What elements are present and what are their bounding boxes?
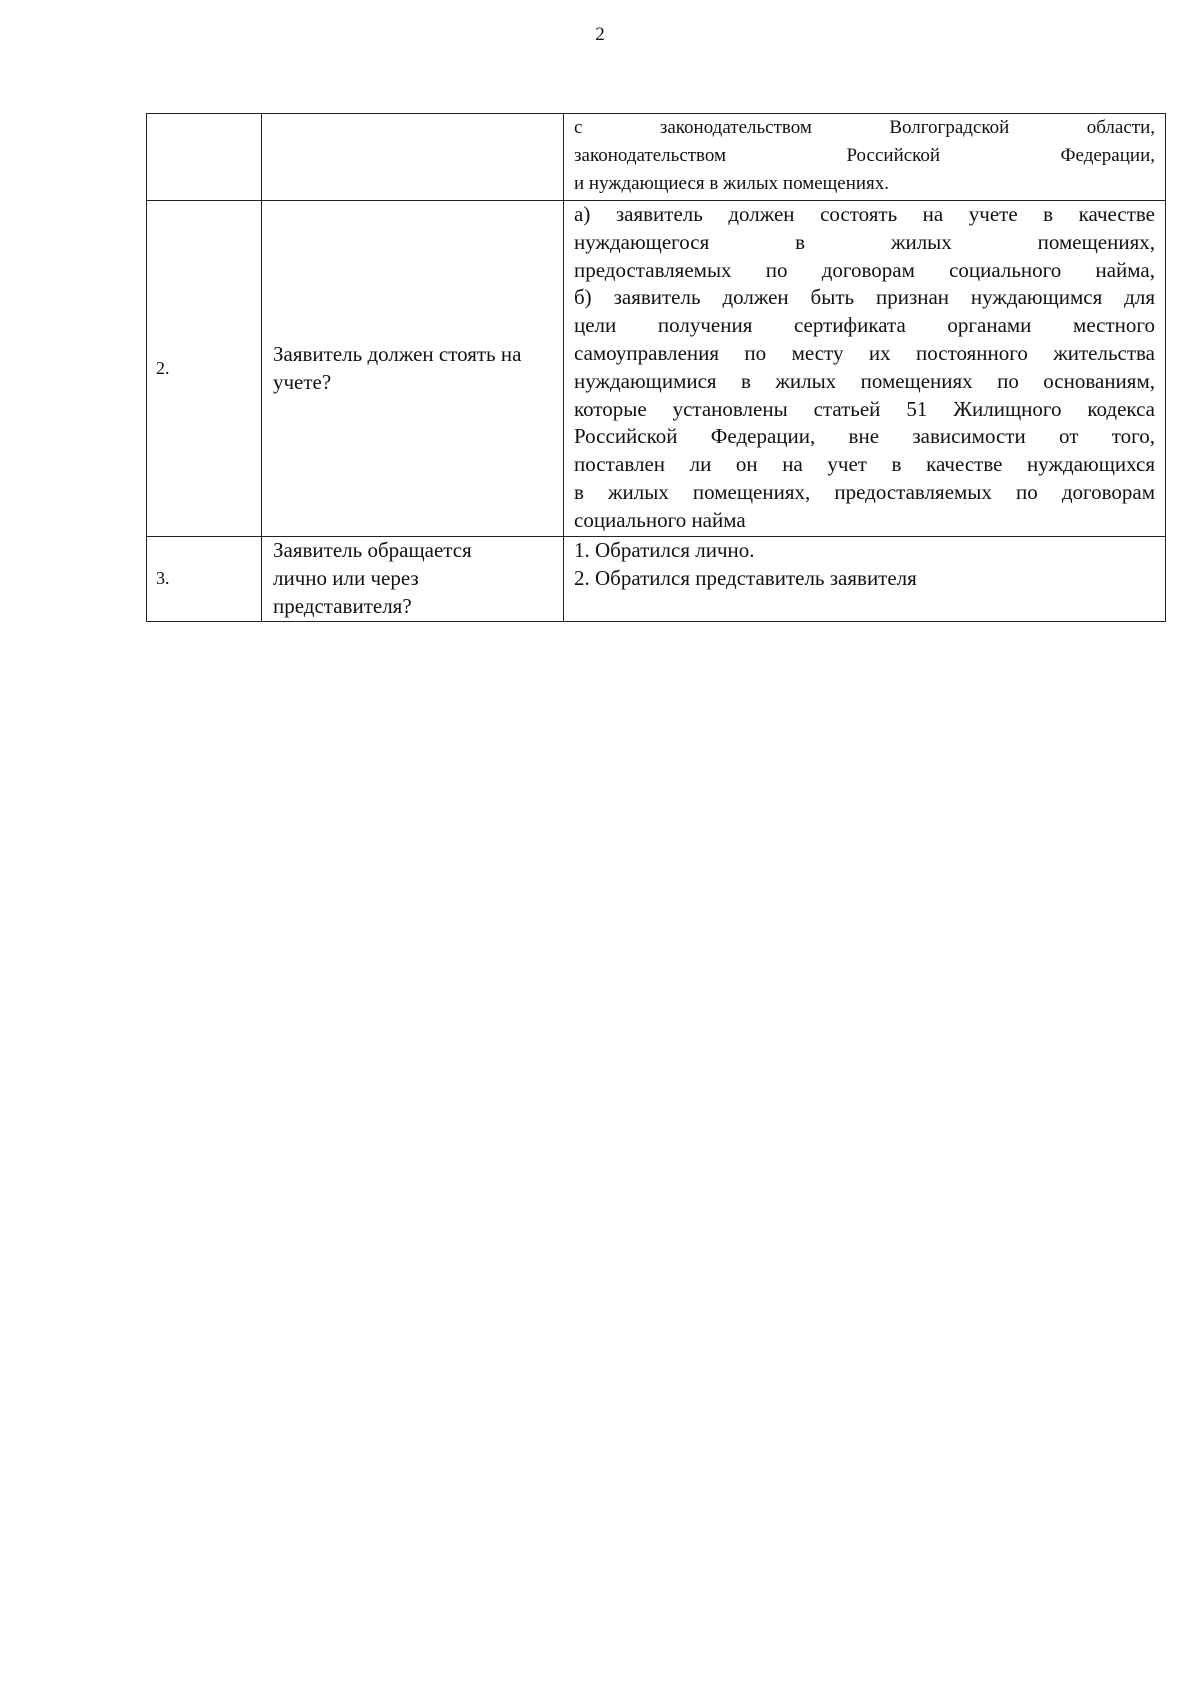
question-line: лично или через	[273, 565, 419, 590]
row-number-cell: 3.	[147, 537, 262, 622]
answer-line: 1. Обратился лично.	[574, 538, 755, 562]
answer-line: нуждающегося в жилых помещениях,	[574, 229, 1155, 254]
answer-line: с законодательством Волгоградской области,	[574, 117, 1155, 138]
criteria-table	[146, 113, 1166, 622]
answer-line: 2. Обратился представитель заявителя	[574, 565, 917, 590]
answer-line: самоуправления по месту их постоянного жительства	[574, 340, 1155, 365]
answer-line: предоставляемых по договорам социального найма,	[574, 257, 1155, 282]
answer-line: законодательством Российской Федерации,	[574, 144, 1155, 166]
table-row	[147, 201, 1166, 537]
answer-line: которые установлены статьей 51 Жилищного кодекса	[574, 396, 1155, 421]
question-cell	[262, 537, 564, 622]
answer-cell	[564, 114, 1166, 201]
answer-line: в жилых помещениях, предоставляемых по договорам	[574, 479, 1155, 504]
answer-cell	[564, 201, 1166, 537]
answer-line: нуждающимися в жилых помещениях по основаниям,	[574, 368, 1155, 393]
answer-line: а) заявитель должен состоять на учете в качестве	[574, 202, 1155, 226]
question-cell	[262, 114, 564, 201]
table-row	[147, 537, 1166, 622]
question-cell: Заявитель должен стоять на учете?	[262, 201, 564, 537]
table-row	[147, 114, 1166, 201]
question-line: представителя?	[273, 593, 412, 618]
answer-line: б) заявитель должен быть признан нуждающимся для	[574, 285, 1155, 310]
question-line: Заявитель обращается	[273, 538, 472, 562]
answer-line: социального найма	[574, 507, 746, 532]
row-number-cell	[147, 114, 262, 201]
row-number-cell: 2.	[147, 201, 262, 537]
answer-line: поставлен ли он на учет в качестве нуждающихся	[574, 452, 1155, 477]
answer-line: и нуждающиеся в жилых помещениях.	[574, 172, 890, 194]
page-number: 2	[595, 24, 605, 45]
answer-line: Российской Федерации, вне зависимости от того,	[574, 424, 1155, 449]
answer-line: цели получения сертификата органами местного	[574, 313, 1155, 338]
answer-cell	[564, 537, 1166, 622]
